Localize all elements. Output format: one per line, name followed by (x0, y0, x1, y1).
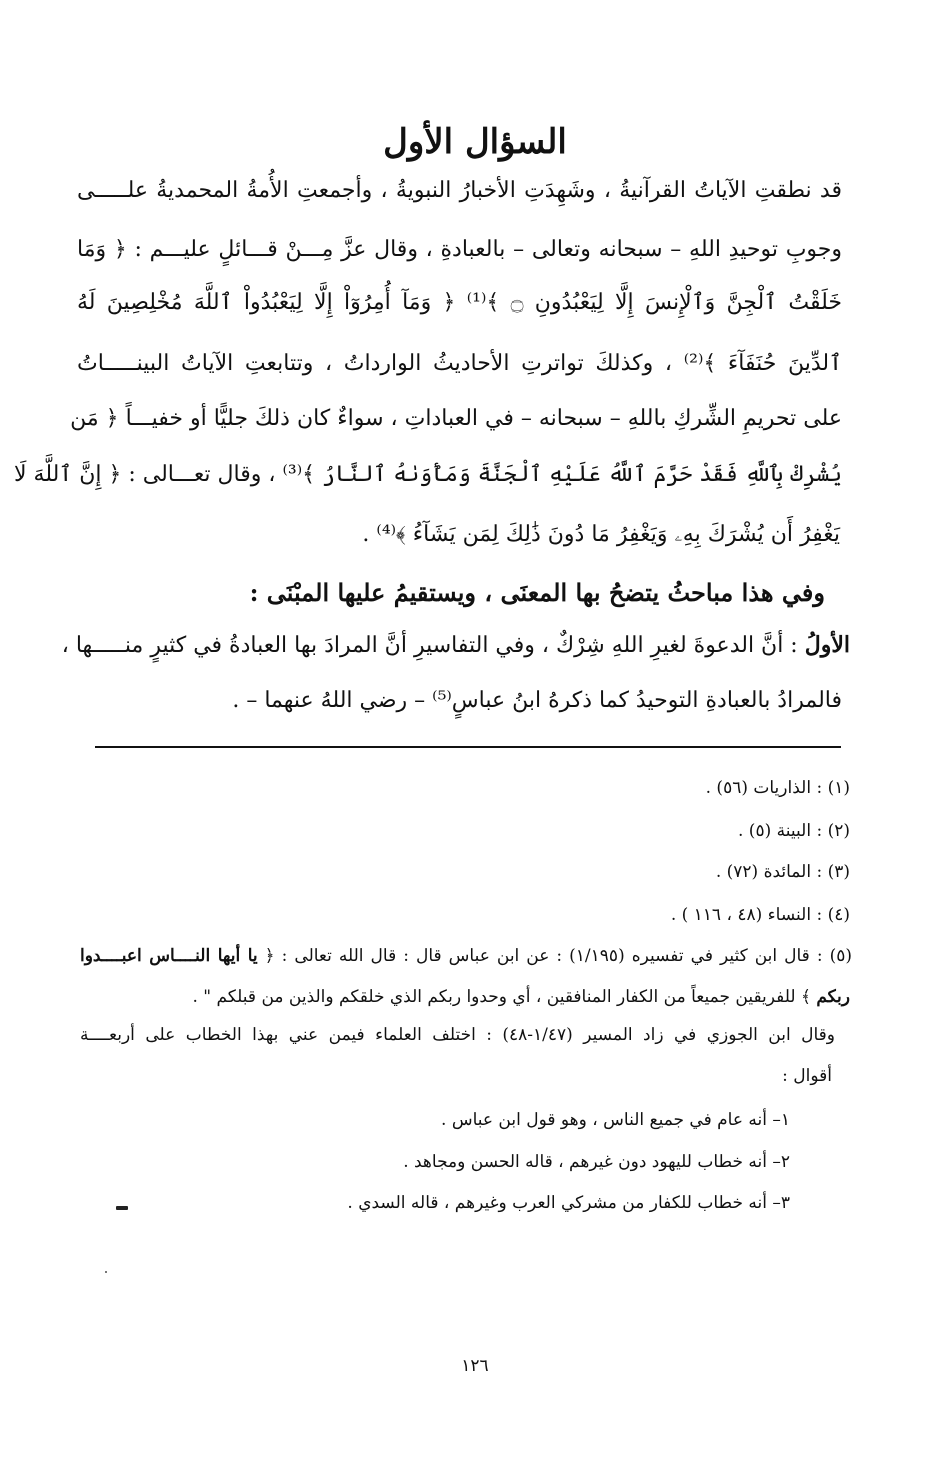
page-number: ١٢٦ (461, 1356, 489, 1376)
footnote-5-line-2 (80, 986, 850, 1007)
footnote-3: (٣) : المائدة (٧٢) . (715, 862, 850, 882)
first-point-text: : أنَّ الدعوةَ لغيرِ اللهِ شِرْكٌ ، وفي التفاسيرِ أنَّ المرادَ بها العبادةُ في كثيرٍ منـــــها ، (61, 633, 805, 658)
footnote-5-explanation: ﴾ للفريقين جميعاً من الكفار المنافقين ، أي وحدوا ربكم الذي خلقكم والذين من قبلكم " . (192, 987, 817, 1007)
footnote-5-line-1 (80, 945, 852, 966)
footnote-5-line-3: وقال ابن الجوزي في زاد المسير (١/٤٧-٤٨) : اختلف العلماء فيمن عني بهذا الخطاب على أربعــــة (80, 1025, 835, 1045)
opinion-item-1: ١– أنه عام في جميع الناس ، وهو قول ابن عباس . (441, 1110, 790, 1130)
footnote-2: (٢) : البينة (٥) . (738, 821, 850, 841)
body-line-3: خَلَقْتُ ٱلْجِنَّ وَٱلْإِنسَ إِلَّا لِيَعْبُدُونِ ۝ ﴾⁽¹⁾ ﴿ وَمَآ أُمِرُوٓاْ إِلَّا لِيَعْبُدُواْ ٱللَّهَ مُخْلِصِينَ لَهُ (77, 290, 842, 315)
body-line-7: يَغْفِرُ أَن يُشْرَكَ بِهِۦ وَيَغْفِرُ مَا دُونَ ذَٰلِكَ لِمَن يَشَآءُ ﴾⁽⁴⁾ . (362, 522, 840, 547)
scan-speck (105, 1271, 107, 1273)
body-line-6: يُشْرِكْ بِٱللَّهِ فَقَدْ حَرَّمَ ٱللَّهُ عَلَيْهِ ٱلْجَنَّةَ وَمَأْوَىٰهُ ٱلنَّارُ ﴾⁽³⁾ ، وقال تعـــالى : ﴿ إِنَّ ٱللَّهَ لَا (13, 462, 842, 487)
first-point-line-1 (61, 632, 850, 658)
opinion-item-2: ٢– أنه خطاب لليهود دون غيرهم ، قاله الحسن ومجاهد . (403, 1152, 790, 1172)
first-point-lead: الأولُ (804, 632, 850, 658)
first-point-line-2: فالمرادُ بالعبادةِ التوحيدُ كما ذكرهُ ابنُ عباسٍ⁽⁵⁾ – رضي اللهُ عنهما – . (232, 688, 842, 713)
body-line-4: ٱلدِّينَ حُنَفَآءَ ﴾⁽²⁾ ، وكذلكَ تواترتِ الأحاديثُ الوارداتُ ، وتتابعتِ الآياتُ البينـــــاتُ (77, 351, 842, 376)
footnote-5-verse-end: ربكم (816, 987, 850, 1007)
footnote-5-line-4: أقوال : (782, 1066, 832, 1086)
body-line-2: وجوبِ توحيدِ اللهِ – سبحانه وتعالى – بالعبادةِ ، وقال عزَّ مِـــنْ قـــائلٍ عليـــم : ﴿ وَمَا (77, 237, 842, 262)
footnote-5-citation: (٥) : قال ابن كثير في تفسيره (١/١٩٥) : عن ابن عباس قال : قال الله تعالى : ﴿ (257, 946, 852, 966)
section-heading: وفي هذا مباحثُ يتضحُ بها المعنَى ، ويستقيمُ عليها المبْنَى : (249, 578, 825, 607)
page-title: السؤال الأول (383, 122, 567, 162)
opinion-item-3: ٣– أنه خطاب للكفار من مشركي العرب وغيرهم ، قاله السدي . (347, 1193, 790, 1213)
footnote-4: (٤) : النساء (٤٨ ، ١١٦ ) . (670, 905, 850, 925)
margin-mark (116, 1206, 128, 1210)
footnote-1: (١) : الذاريات (٥٦) . (705, 778, 850, 798)
body-line-5: على تحريمِ الشِّركِ باللهِ – سبحانه – في العباداتِ ، سواءٌ كان ذلكَ جليًّا أو خفيـــاً ﴿ مَن (70, 406, 842, 431)
footnote-5-verse: يا أيها النــــاس اعبــــدوا (80, 946, 258, 966)
footnote-separator (95, 746, 841, 748)
body-line-1: قد نطقتِ الآياتُ القرآنيةُ ، وشَهِدَتِ الأخبارُ النبويةُ ، وأجمعتِ الأُمةُ المحمديةُ علـــــى (77, 178, 842, 203)
